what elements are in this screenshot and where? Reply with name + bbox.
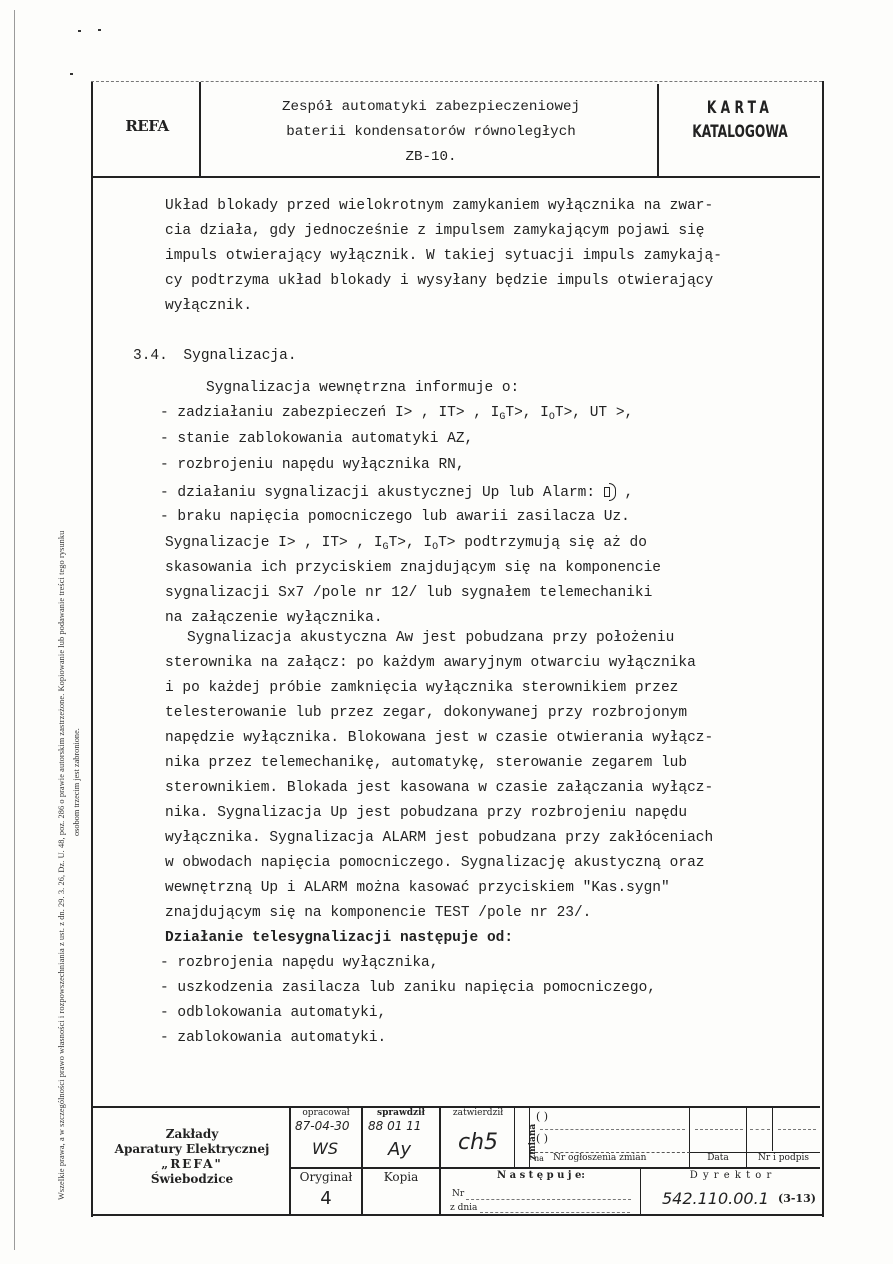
change-header: Nr ogłoszenia zmian: [553, 1153, 647, 1163]
list-intro: Działanie telesygnalizacji następuje od:: [165, 930, 514, 946]
doc-type-line: KARTA: [706, 98, 774, 118]
text-line: cia działa, gdy jednocześnie z impulsem zamykającym pojawi się: [165, 223, 705, 239]
header-bottom-border: [93, 176, 820, 178]
scan-speck: [98, 29, 101, 31]
change-label: zmiana: [528, 1123, 538, 1160]
text-line: cy podtrzyma układ blokady i wysyłany będzie impuls otwierający: [165, 273, 714, 289]
sign-label: Nr i podpis: [758, 1153, 809, 1163]
copy-label: Kopia: [383, 1170, 419, 1184]
original-value: 4: [320, 1188, 332, 1209]
scan-speck: [78, 30, 81, 32]
company-line: Zakłady: [165, 1127, 219, 1141]
follows-nr-label: Nr: [452, 1189, 465, 1199]
title-block-bottom: [93, 1214, 822, 1216]
list-item: - odblokowania automatyki,: [160, 1005, 387, 1021]
text: - zadziałaniu zabezpieczeń I> , IT> , I: [160, 405, 500, 421]
prepared-signature: WS: [312, 1139, 338, 1158]
list-intro: Sygnalizacja wewnętrzna informuje o:: [206, 380, 520, 396]
text-line: skasowania ich przyciskiem znajdującym się na komponencie: [165, 560, 661, 576]
title-line: ZB-10.: [405, 149, 457, 165]
cell-divider: [772, 1106, 773, 1151]
page-edge-line: [14, 10, 15, 1250]
company-line: Świebodzice: [150, 1172, 234, 1186]
text: T> podtrzymują się aż do: [438, 535, 647, 551]
entry-line: [778, 1129, 816, 1130]
entry-line: [695, 1129, 743, 1130]
list-item: [160, 483, 633, 501]
text: Sygnalizacje I> , IT> , I: [165, 535, 383, 551]
cell-divider: [289, 1106, 291, 1215]
subscript: G: [499, 412, 506, 423]
text-line: Układ blokady przed wielokrotnym zamykaniem wyłącznika na zwar-: [165, 198, 714, 214]
text-line: sygnalizacji Sx7 /pole nr 12/ lub sygnałem telemechaniki: [165, 585, 653, 601]
list-item: - rozbrojenia napędu wyłącznika,: [160, 955, 439, 971]
entry-line: [540, 1129, 685, 1130]
text-line: znajdującym się na komponencie TEST /pole nr 23/.: [165, 905, 592, 921]
header-divider: [199, 82, 201, 177]
text-line: sterownika na załącz: po każdym awaryjnym otwarciu wyłącznika: [165, 655, 696, 671]
cell-divider: [514, 1106, 515, 1168]
text-line: na załączenie wyłącznika.: [165, 610, 383, 626]
cell-divider: [439, 1106, 441, 1215]
text-line: i po każdej próbie zamknięcia wyłącznika sterownikiem przez: [165, 680, 679, 696]
section-title: Sygnalizacja.: [183, 348, 297, 364]
list-item: - stanie zablokowania automatyki AZ,: [160, 431, 474, 447]
company-name: [96, 1127, 288, 1187]
text-line: wyłącznik.: [165, 298, 253, 314]
follows-date-label: z dnia: [450, 1203, 478, 1213]
prepared-label: opracował: [302, 1108, 350, 1118]
text: ,: [615, 485, 634, 501]
text-line: nika. Sygnalizacja Up jest pobudzana przy rozbrojeniu napędu: [165, 805, 688, 821]
text-line: wyłącznika. Sygnalizacja ALARM jest pobudzana przy zakłóceniach: [165, 830, 714, 846]
change-mark: ( ): [536, 1132, 549, 1145]
follows-date-field: [480, 1212, 630, 1213]
company-line: „REFA": [161, 1157, 223, 1171]
follows-nr-field: [466, 1199, 631, 1200]
date-label: Data: [707, 1153, 729, 1163]
subscript: O: [432, 542, 439, 553]
document-title: [205, 95, 657, 170]
header-divider: [657, 84, 659, 177]
cell-divider: [640, 1168, 641, 1215]
scan-speck: [70, 73, 73, 75]
page-reference: (3-13): [778, 1192, 816, 1205]
text: - działaniu sygnalizacji akustycznej Up lub Alarm:: [160, 485, 596, 501]
text-line: Sygnalizacja akustyczna Aw jest pobudzana przy położeniu: [187, 630, 675, 646]
speaker-icon: [604, 483, 616, 499]
text-line: nika przez telemechanikę, automatykę, sterowanie zegarem lub: [165, 755, 688, 771]
approved-label: zatwierdził: [452, 1108, 504, 1118]
subscript: O: [548, 412, 555, 423]
section-heading: [133, 346, 297, 364]
list-item: - zablokowania automatyki.: [160, 1030, 387, 1046]
text-line: napędzie wyłącznika. Blokowana jest w czasie otwierania wyłącz-: [165, 730, 714, 746]
cell-divider: [361, 1106, 363, 1215]
original-label: Oryginał: [299, 1170, 353, 1184]
text-line: sterownikiem. Blokada jest kasowana w czasie załączania wyłącz-: [165, 780, 714, 796]
company-line: Aparatury Elektrycznej: [114, 1142, 270, 1156]
checked-label: sprawdził: [377, 1108, 425, 1118]
text-line: impuls otwierający wyłącznik. W takiej sytuacji impuls zamykają-: [165, 248, 722, 264]
title-line: Zespół automatyki zabezpieczeniowej: [282, 99, 580, 115]
subscript: G: [382, 542, 389, 553]
text-line: w obwodach napięcia pomocniczego. Sygnalizację akustyczną oraz: [165, 855, 705, 871]
director-label: D y r e k t o r: [689, 1170, 773, 1181]
list-item: - uszkodzenia zasilacza lub zaniku napięcia pomocniczego,: [160, 980, 656, 996]
text: T>, I: [505, 405, 549, 421]
title-block-mid: [290, 1167, 820, 1169]
copyright-notice: Wszelkie prawa, a w szczególności prawo własności i rozpowszechniania z ust. z dn. 29. 3. 26, Dz. U. 48, poz. 286 o prawie autorskim zastrzeżone. Kopiowanie lub podawanie treści tego rysunku: [57, 530, 66, 1200]
section-number: 3.4.: [133, 348, 168, 364]
text: T>, I: [388, 535, 433, 551]
list-item: [160, 405, 633, 423]
doc-type-line: KATALOGOWA: [692, 122, 788, 142]
entry-line: [750, 1129, 770, 1130]
checked-date: 88 01 11: [368, 1119, 422, 1133]
copyright-notice-continuation: osobom trzecim jest zabronione.: [72, 728, 81, 836]
change-na: na: [534, 1154, 544, 1163]
list-item: - braku napięcia pomocniczego lub awarii zasilacza Uz.: [160, 509, 630, 525]
document-type: [682, 96, 797, 144]
title-line: baterii kondensatorów równoległych: [286, 124, 576, 140]
list-item: - rozbrojeniu napędu wyłącznika RN,: [160, 457, 465, 473]
approved-signature: ch5: [458, 1130, 499, 1155]
text-line: wewnętrzną Up i ALARM można kasować przyciskiem "Kas.sygn": [165, 880, 670, 896]
text: T>, UT >,: [554, 405, 634, 421]
text-line: [165, 535, 647, 553]
checked-signature: Ay: [388, 1139, 411, 1160]
follows-label: N a s t ę p u j e:: [496, 1170, 586, 1181]
document-number: 542.110.00.1: [662, 1189, 769, 1208]
company-logo: REFA: [125, 117, 169, 135]
prepared-date: 87-04-30: [295, 1119, 350, 1133]
change-mark: ( ): [536, 1110, 549, 1123]
text-line: telesterowanie lub przez zegar, dokonywanej przy rozbrojonym: [165, 705, 688, 721]
